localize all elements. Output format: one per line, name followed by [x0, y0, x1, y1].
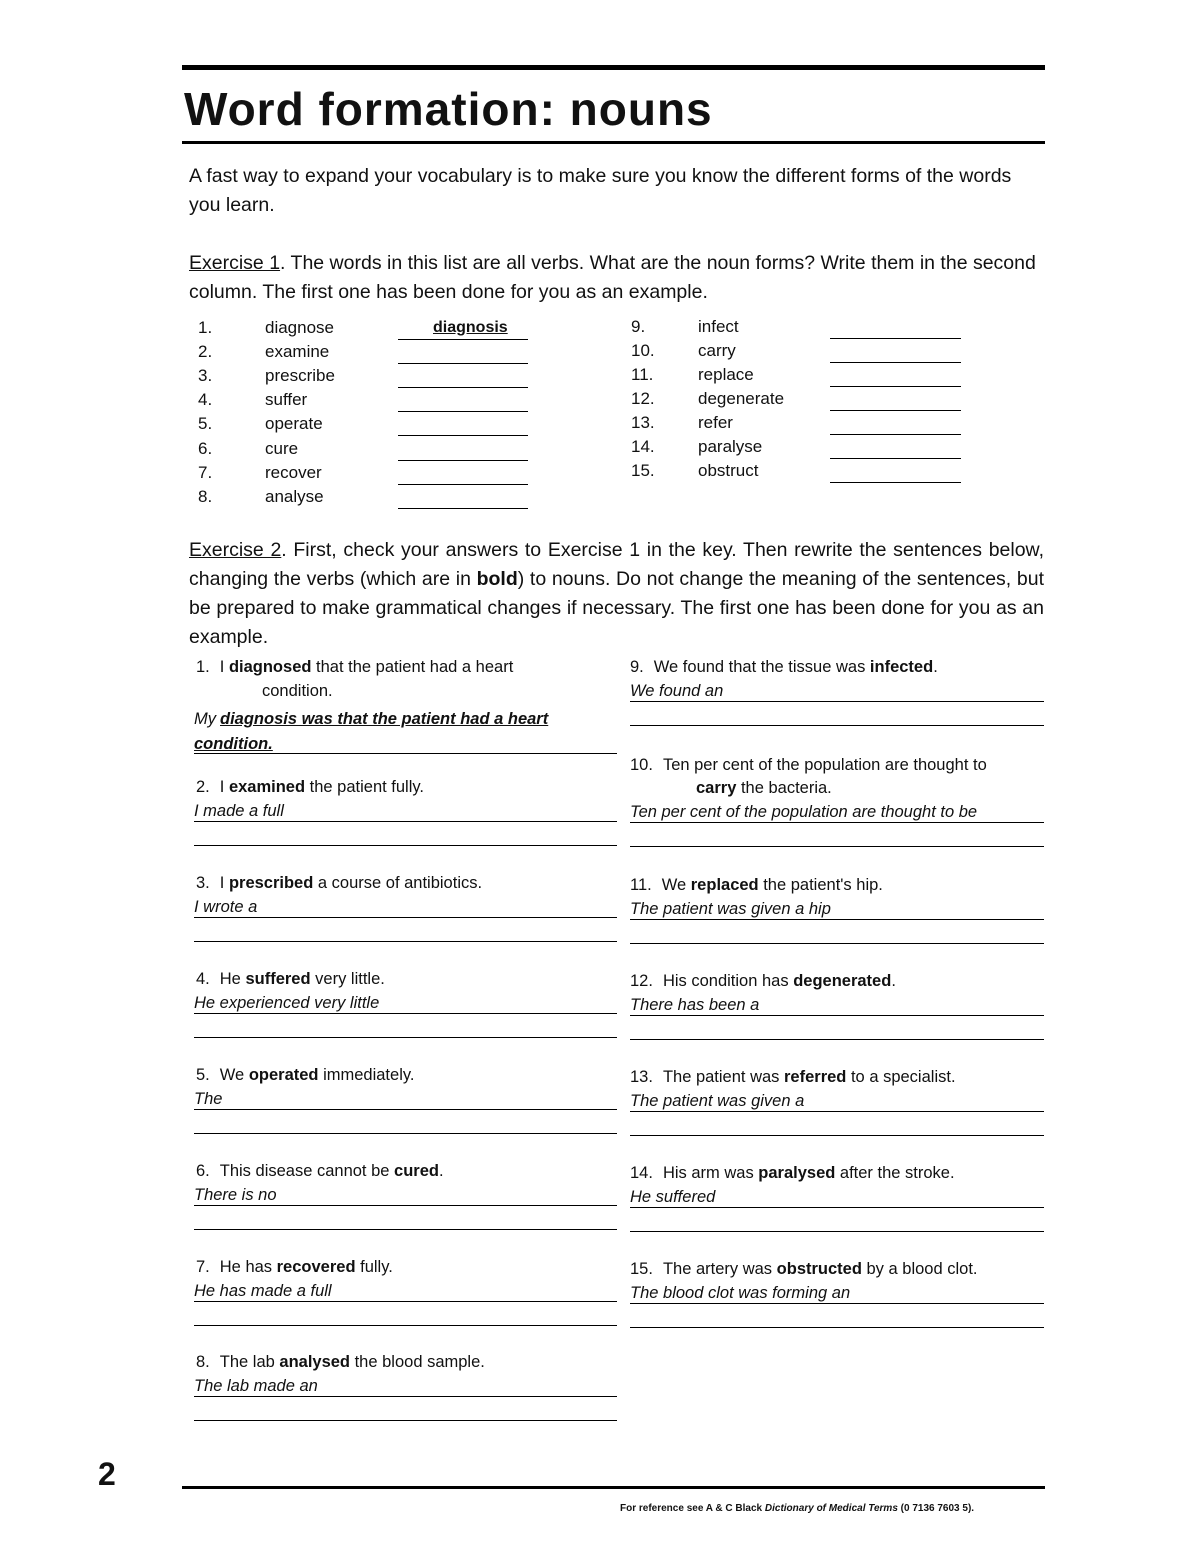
item-word: diagnose	[265, 318, 335, 337]
answer-line-2[interactable]	[194, 1325, 617, 1326]
question-number: 8.	[196, 1353, 210, 1371]
answer-prompt: There has been a	[630, 996, 762, 1015]
answer-line-2[interactable]	[194, 1420, 617, 1421]
question-verb: paralysed	[758, 1164, 836, 1182]
answer-blank[interactable]	[398, 484, 528, 485]
question-post: very little.	[310, 970, 385, 988]
item-word: examine	[265, 342, 330, 362]
answer-blank[interactable]	[398, 363, 528, 364]
answer-line[interactable]	[630, 1111, 1044, 1112]
footer-prefix: For reference see A & C Black	[620, 1503, 765, 1514]
item-word: analyse	[265, 486, 324, 506]
item-number: 10.	[631, 341, 655, 360]
item-number: 5.	[198, 414, 213, 434]
exercise2-label: Exercise 2	[189, 539, 282, 561]
item-number: 7.	[198, 462, 213, 482]
question-pre: He	[219, 970, 246, 988]
answer-blank[interactable]	[398, 339, 528, 340]
question-pre: I	[219, 778, 229, 796]
question-sentence	[196, 1258, 393, 1277]
question-number: 9.	[630, 658, 644, 676]
answer-blank[interactable]	[830, 362, 961, 363]
question-pre: We	[219, 1066, 249, 1084]
answer-prompt: The	[194, 1090, 225, 1109]
question-verb: suffered	[245, 970, 311, 988]
question-post: .	[933, 658, 938, 676]
answer-line[interactable]	[194, 753, 617, 754]
question-pre: This disease cannot be	[219, 1162, 395, 1180]
exercise1-text: . The words in this list are all verbs. What are the noun forms? Write them in the second column. The first one has been done for you as an example.	[189, 252, 1036, 303]
question-number: 6.	[196, 1162, 210, 1180]
top-rule	[182, 65, 1045, 70]
question-sentence	[196, 1353, 485, 1372]
exercise1-instructions	[189, 249, 1044, 307]
title-underline	[182, 141, 1045, 144]
answer-line[interactable]	[630, 822, 1044, 823]
answer-line-2[interactable]	[630, 846, 1044, 847]
answer-blank[interactable]	[398, 508, 528, 509]
answer-line-2[interactable]	[194, 1229, 617, 1230]
question-verb: referred	[784, 1068, 847, 1086]
question-sentence	[630, 1260, 978, 1279]
answer-blank[interactable]	[830, 434, 961, 435]
question-post: the bacteria.	[736, 779, 832, 797]
item-word: suffer	[265, 390, 308, 410]
question-number: 12.	[630, 972, 653, 990]
example-answer	[194, 707, 619, 757]
item-number: 1.	[198, 318, 213, 337]
answer-line-2[interactable]	[194, 941, 617, 942]
question-number: 2.	[196, 778, 210, 796]
answer-line-2[interactable]	[630, 1231, 1044, 1232]
answer-line-2[interactable]	[630, 1039, 1044, 1040]
question-sentence	[630, 658, 938, 677]
intro-paragraph: A fast way to expand your vocabulary is to make sure you know the different forms of the words you learn.	[189, 165, 1012, 216]
answer-line-2[interactable]	[194, 1037, 617, 1038]
answer-line[interactable]	[630, 1303, 1044, 1304]
answer-blank[interactable]	[398, 411, 528, 412]
item-word: refer	[698, 413, 733, 432]
question-sentence	[196, 1066, 414, 1085]
answer-line[interactable]	[194, 1396, 617, 1397]
exercise2-text-b: ) to nouns. Do not change the meaning of the sentences, but be prepared to make grammatical changes if necessary. The first one has been done for you as an example.	[189, 568, 1044, 648]
answer-line[interactable]	[194, 1013, 617, 1014]
item-number: 15.	[631, 461, 655, 480]
question-sentence	[630, 1068, 956, 1087]
page-title: Word formation: nouns	[184, 83, 713, 135]
answer-blank[interactable]	[398, 435, 528, 436]
item-word: operate	[265, 414, 323, 434]
question-number: 7.	[196, 1258, 210, 1276]
question-pre: We	[661, 876, 691, 894]
question-verb: examined	[228, 778, 306, 796]
answer-prompt: I wrote a	[194, 898, 260, 917]
question-number: 4.	[196, 970, 210, 988]
question-verb: replaced	[690, 876, 759, 894]
answer-blank[interactable]	[398, 387, 528, 388]
page-number: 2	[98, 1456, 116, 1492]
question-sentence	[630, 1164, 955, 1183]
question-number: 13.	[630, 1068, 653, 1086]
answer-prompt: We found an	[630, 682, 726, 701]
question-sentence	[196, 658, 513, 677]
question-pre: The patient was	[662, 1068, 785, 1086]
answer-line[interactable]	[194, 1301, 617, 1302]
exercise1-label: Exercise 1	[189, 252, 281, 274]
item-word: obstruct	[698, 461, 759, 480]
question-number: 10.	[630, 756, 653, 774]
item-number: 6.	[198, 438, 213, 458]
question-number: 5.	[196, 1066, 210, 1084]
question-number: 14.	[630, 1164, 653, 1182]
question-number: 3.	[196, 874, 210, 892]
item-word: replace	[698, 365, 754, 384]
answer-line-2[interactable]	[194, 845, 617, 846]
item-number: 11.	[631, 365, 654, 384]
item-number: 3.	[198, 366, 213, 386]
question-sentence	[196, 970, 385, 989]
question-sentence	[196, 1162, 444, 1181]
footer-book: Dictionary of Medical Terms	[764, 1503, 898, 1514]
question-post: .	[438, 1162, 444, 1180]
question-verb: prescribed	[228, 874, 314, 892]
question-pre: The lab	[219, 1353, 280, 1371]
item-number: 14.	[631, 437, 655, 456]
question-pre: I	[219, 874, 229, 892]
question-continuation: condition.	[262, 682, 333, 700]
answer-prompt: He experienced very little	[194, 994, 382, 1013]
question-number: 11.	[630, 876, 652, 894]
question-pre: His condition has	[662, 972, 794, 990]
question-verb: infected	[869, 658, 934, 676]
answer-line[interactable]	[630, 919, 1044, 920]
answer-prompt: He suffered	[630, 1188, 718, 1207]
question-continuation	[696, 779, 832, 798]
question-verb: operated	[248, 1066, 319, 1084]
question-post: after the stroke.	[835, 1164, 955, 1182]
answer-line[interactable]	[630, 1015, 1044, 1016]
answer-line-2[interactable]	[194, 1133, 617, 1134]
question-number: 1.	[196, 658, 210, 676]
item-number: 9.	[631, 317, 646, 336]
answer-blank[interactable]	[398, 460, 528, 461]
answer-line[interactable]	[630, 701, 1044, 702]
answer-prompt: The patient was given a	[630, 1092, 807, 1111]
footer-reference	[620, 1503, 974, 1514]
item-word: paralyse	[698, 437, 763, 456]
item-word: infect	[698, 317, 739, 336]
answer-blank[interactable]	[830, 410, 961, 411]
question-post: .	[891, 972, 896, 990]
answer-prompt: Ten per cent of the population are thought to be	[630, 803, 980, 822]
answer-prompt: The patient was given a hip	[630, 900, 834, 919]
item-number: 12.	[631, 389, 655, 408]
answer-line-2[interactable]	[630, 1327, 1044, 1328]
question-number: 15.	[630, 1260, 653, 1278]
item-word: cure	[265, 438, 299, 458]
item-number: 4.	[198, 390, 213, 410]
answer-blank[interactable]	[830, 338, 961, 339]
question-sentence	[630, 876, 883, 895]
answer-prompt: The blood clot was forming an	[630, 1284, 853, 1303]
question-sentence	[196, 874, 482, 893]
question-pre: I	[219, 658, 229, 676]
bottom-rule	[182, 1486, 1045, 1489]
question-post: to a specialist.	[846, 1068, 956, 1086]
question-pre: The artery was	[662, 1260, 777, 1278]
question-post: the patient's hip.	[758, 876, 883, 894]
answer-prompt: My	[194, 710, 216, 728]
example-answer: diagnosis	[433, 319, 508, 336]
item-word: recover	[265, 462, 322, 482]
answer-blank[interactable]	[830, 482, 961, 483]
item-word: degenerate	[698, 389, 785, 408]
answer-line-2[interactable]	[630, 943, 1044, 944]
answer-line-2[interactable]	[630, 1135, 1044, 1136]
footer-suffix: (0 7136 7603 5).	[897, 1503, 975, 1514]
exercise2-instructions	[189, 536, 1044, 652]
item-number: 13.	[631, 413, 655, 432]
answer-blank[interactable]	[830, 458, 961, 459]
question-verb: obstructed	[776, 1260, 862, 1278]
item-number: 8.	[198, 486, 213, 506]
question-pre: He has	[219, 1258, 277, 1276]
question-pre: Ten per cent of the population are thought to	[662, 756, 987, 774]
answer-text: diagnosis was that the patient had a heart condition.	[194, 710, 549, 753]
answer-prompt: I made a full	[194, 802, 287, 821]
question-verb: degenerated	[793, 972, 892, 990]
question-verb: analysed	[279, 1353, 351, 1371]
question-post: a course of antibiotics.	[313, 874, 483, 892]
answer-line[interactable]	[194, 1109, 617, 1110]
question-pre: His arm was	[662, 1164, 759, 1182]
answer-prompt: The lab made an	[194, 1377, 321, 1396]
answer-line[interactable]	[194, 821, 617, 822]
answer-line[interactable]	[194, 1205, 617, 1206]
item-word: prescribe	[265, 366, 335, 386]
answer-blank[interactable]	[830, 386, 961, 387]
answer-line-2[interactable]	[630, 725, 1044, 726]
exercise2-text-bold: bold	[476, 568, 518, 590]
question-sentence	[630, 972, 896, 991]
exercise2-text-a: . First, check your answers to Exercise 1 in the key. Then rewrite the sentences below, changing the verbs (which are in	[189, 539, 1044, 590]
question-post: the blood sample.	[350, 1353, 485, 1371]
question-verb: diagnosed	[228, 658, 312, 676]
question-pre: We found that the tissue was	[653, 658, 870, 676]
question-sentence	[196, 778, 424, 797]
answer-line[interactable]	[630, 1207, 1044, 1208]
answer-line[interactable]	[194, 917, 617, 918]
item-word: carry	[698, 341, 736, 360]
question-post: that the patient had a heart	[311, 658, 514, 676]
item-number: 2.	[198, 342, 213, 362]
question-verb: carry	[696, 779, 737, 797]
question-verb: recovered	[276, 1258, 356, 1276]
question-sentence	[630, 756, 987, 775]
question-post: by a blood clot.	[861, 1260, 978, 1278]
question-post: the patient fully.	[305, 778, 424, 796]
answer-prompt: There is no	[194, 1186, 280, 1205]
question-post: immediately.	[318, 1066, 415, 1084]
answer-prompt: He has made a full	[194, 1282, 335, 1301]
question-verb: cured	[394, 1162, 439, 1180]
question-post: fully.	[355, 1258, 393, 1276]
